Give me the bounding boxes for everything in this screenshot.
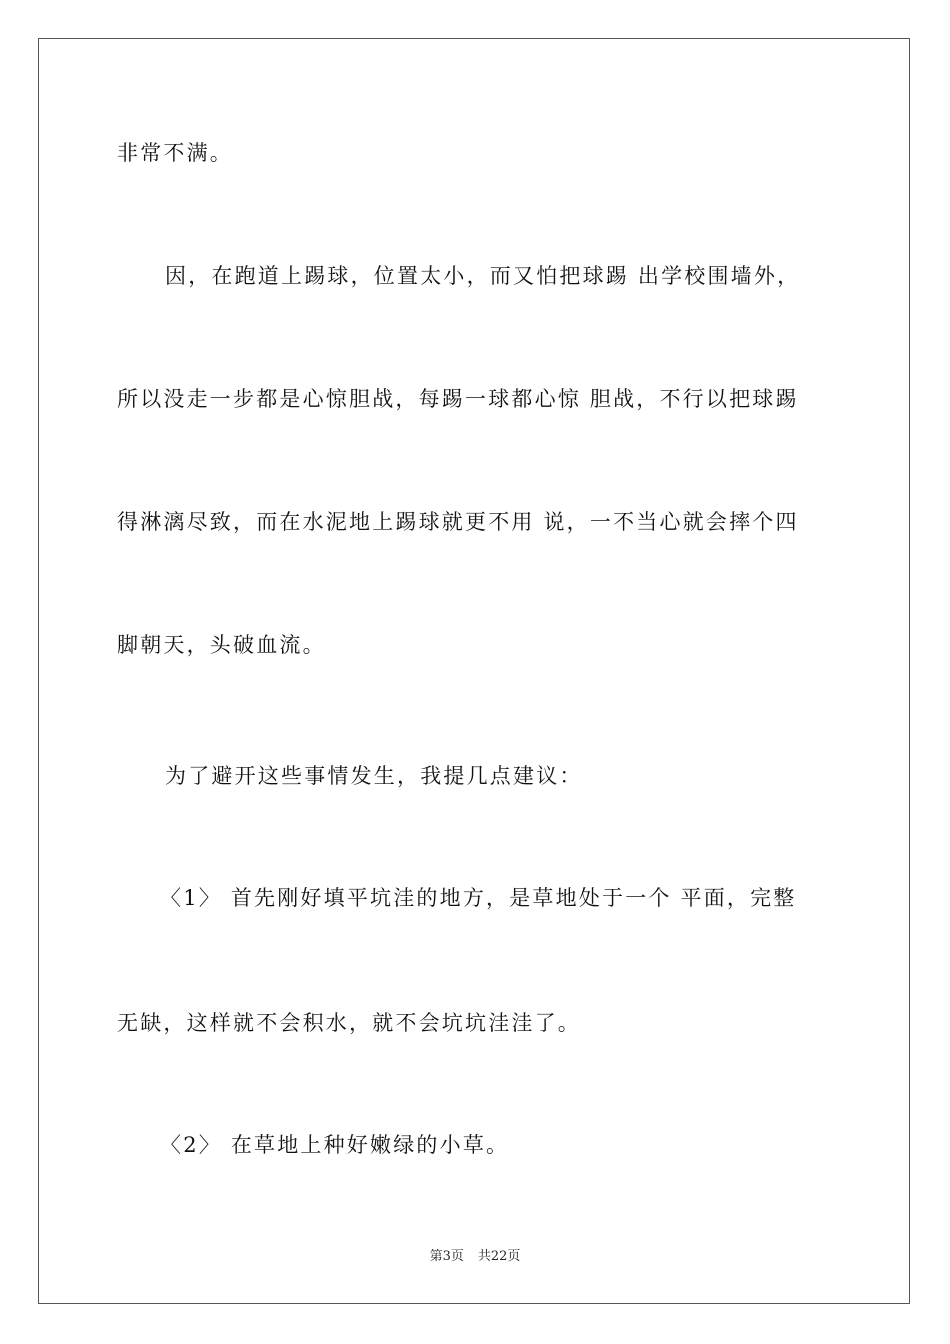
list-item-1: 〈1〉 首先刚好填平坑洼的地方，是草地处于一个 平面，完整 — [160, 886, 797, 910]
body-text-line: 为了避开这些事情发生，我提几点建议： — [165, 764, 583, 788]
list-item-2: 〈2〉 在草地上种好嫩绿的小草。 — [160, 1133, 510, 1157]
body-text-line: 因，在跑道上踢球，位置太小，而又怕把球踢 出学校围墙外， — [165, 264, 801, 288]
page-border — [38, 38, 910, 1304]
body-text-line: 无缺，这样就不会积水，就不会坑坑洼洼了。 — [117, 1011, 581, 1035]
body-text-line: 非常不满。 — [117, 141, 233, 165]
page-number: 第3页 — [429, 1249, 464, 1264]
body-text-line: 脚朝天，头破血流。 — [117, 633, 326, 657]
body-text-line: 得淋漓尽致，而在水泥地上踢球就更不用 说，一不当心就会摔个四 — [117, 510, 799, 534]
page-footer — [0, 1248, 950, 1266]
page-total: 共22页 — [477, 1249, 521, 1264]
body-text-line: 所以没走一步都是心惊胆战，每踢一球都心惊 胆战，不行以把球踢 — [117, 387, 799, 411]
